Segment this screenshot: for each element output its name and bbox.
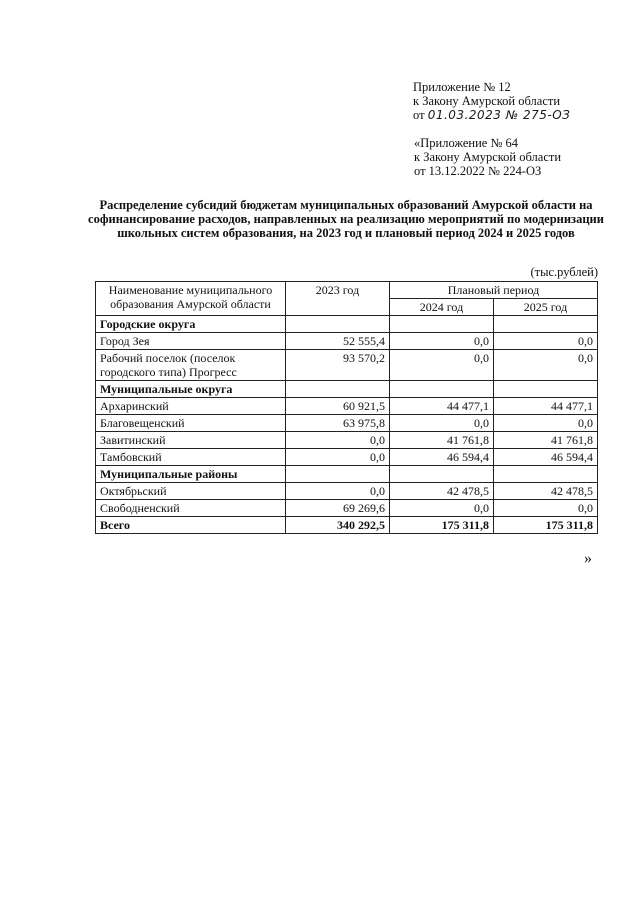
empty-cell (286, 316, 390, 333)
value-2023: 0,0 (286, 432, 390, 449)
table-row (96, 398, 598, 415)
total-2023: 340 292,5 (286, 517, 390, 534)
municipality-name: Рабочий поселок (поселок городского типа) Прогресс (96, 350, 286, 381)
original-appendix-header (414, 136, 634, 178)
empty-cell (494, 316, 598, 333)
value-2025: 42 478,5 (494, 483, 598, 500)
section-row (96, 316, 598, 333)
header-2024: 2024 год (390, 299, 494, 316)
total-2025: 175 311,8 (494, 517, 598, 534)
header-row (96, 282, 598, 299)
value-2025: 0,0 (494, 333, 598, 350)
value-2025: 41 761,8 (494, 432, 598, 449)
table-row (96, 415, 598, 432)
value-2025: 44 477,1 (494, 398, 598, 415)
value-2024: 0,0 (390, 415, 494, 432)
municipality-name: Свободненский (96, 500, 286, 517)
value-2023: 52 555,4 (286, 333, 390, 350)
header-name: Наименование муниципального образования Амурской области (96, 282, 286, 316)
empty-cell (390, 381, 494, 398)
table-row (96, 350, 598, 381)
original-appendix-number: «Приложение № 64 (414, 136, 519, 150)
document-title: Распределение субсидий бюджетам муниципальных образований Амурской области на софинансирование расходов, направленных на реализацию мероприятий по модернизации школьных систем образования, на 2023 год и плановый период 2024 и 2025 годов (88, 198, 604, 240)
empty-cell (286, 381, 390, 398)
closing-quote: » (584, 550, 592, 567)
value-2023: 63 975,8 (286, 415, 390, 432)
total-label: Всего (96, 517, 286, 534)
value-2024: 44 477,1 (390, 398, 494, 415)
value-2024: 0,0 (390, 350, 494, 381)
value-2024: 41 761,8 (390, 432, 494, 449)
section-row (96, 381, 598, 398)
header-2023: 2023 год (286, 282, 390, 316)
section-title: Муниципальные округа (96, 381, 286, 398)
subsidies-table (95, 281, 598, 534)
handwritten-date-number: 01.03.2023 № 275-ОЗ (427, 108, 571, 122)
header-2025: 2025 год (494, 299, 598, 316)
table-row (96, 333, 598, 350)
header-planned-period: Плановый период (390, 282, 598, 299)
appendix-header (413, 80, 633, 122)
empty-cell (390, 466, 494, 483)
value-2025: 0,0 (494, 500, 598, 517)
table-row (96, 432, 598, 449)
municipality-name: Благовещенский (96, 415, 286, 432)
original-appendix-date: от 13.12.2022 № 224-ОЗ (414, 164, 542, 178)
section-title: Городские округа (96, 316, 286, 333)
value-2025: 0,0 (494, 350, 598, 381)
appendix-law-ref: к Закону Амурской области (413, 94, 561, 108)
original-appendix-law-ref: к Закону Амурской области (414, 150, 562, 164)
municipality-name: Город Зея (96, 333, 286, 350)
appendix-date-prefix: от (413, 108, 425, 122)
appendix-date-line (413, 108, 633, 122)
total-row (96, 517, 598, 534)
municipality-name: Тамбовский (96, 449, 286, 466)
value-2025: 46 594,4 (494, 449, 598, 466)
section-row (96, 466, 598, 483)
value-2023: 69 269,6 (286, 500, 390, 517)
value-2023: 93 570,2 (286, 350, 390, 381)
value-2023: 0,0 (286, 449, 390, 466)
appendix-number: Приложение № 12 (413, 80, 511, 94)
municipality-name: Завитинский (96, 432, 286, 449)
total-2024: 175 311,8 (390, 517, 494, 534)
value-2025: 0,0 (494, 415, 598, 432)
table-row (96, 500, 598, 517)
value-2024: 46 594,4 (390, 449, 494, 466)
empty-cell (494, 381, 598, 398)
units-label: (тыс.рублей) (530, 265, 598, 279)
value-2024: 0,0 (390, 500, 494, 517)
value-2023: 0,0 (286, 483, 390, 500)
table-row (96, 449, 598, 466)
table-row (96, 483, 598, 500)
empty-cell (286, 466, 390, 483)
empty-cell (494, 466, 598, 483)
value-2024: 0,0 (390, 333, 494, 350)
municipality-name: Октябрьский (96, 483, 286, 500)
municipality-name: Архаринский (96, 398, 286, 415)
section-title: Муниципальные районы (96, 466, 286, 483)
value-2024: 42 478,5 (390, 483, 494, 500)
empty-cell (390, 316, 494, 333)
value-2023: 60 921,5 (286, 398, 390, 415)
